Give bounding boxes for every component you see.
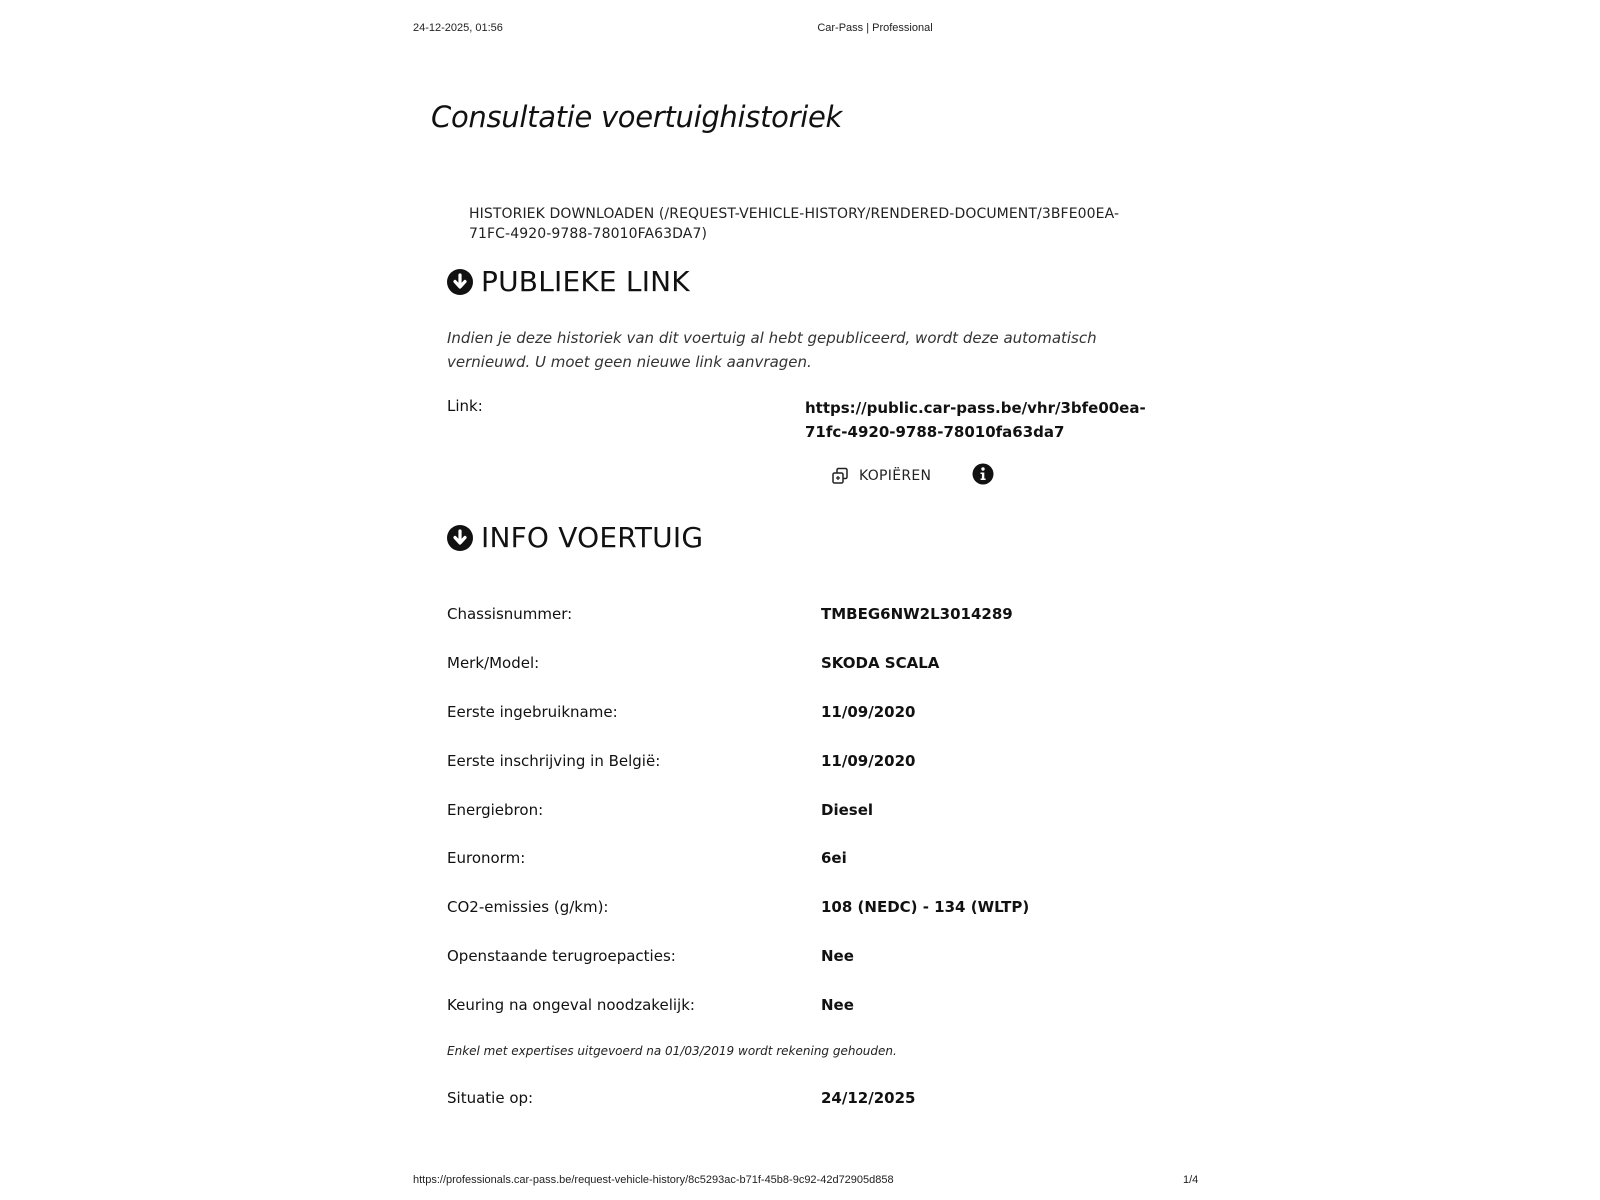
vehicle-row-situation bbox=[447, 1089, 1167, 1113]
vehicle-row-co2 bbox=[447, 898, 1167, 922]
public-link-url[interactable]: https://public.car-pass.be/vhr/3bfe00ea-71fc-4920-9788-78010fa63da7 bbox=[805, 399, 1146, 441]
row-label: Keuring na ongeval noodzakelijk: bbox=[447, 996, 695, 1014]
vehicle-row-recalls bbox=[447, 947, 1167, 971]
vehicle-row-accident-inspection bbox=[447, 996, 1167, 1020]
copy-icon bbox=[831, 467, 849, 485]
expertise-note: Enkel met expertises uitgevoerd na 01/03/2019 wordt rekening gehouden. bbox=[447, 1044, 897, 1058]
row-value: Diesel bbox=[821, 801, 874, 819]
public-link-intro: Indien je deze historiek van dit voertuig al hebt gepubliceerd, wordt deze automatisch vernieuwd. U moet geen nieuwe link aanvragen. bbox=[447, 329, 1097, 371]
row-value: 11/09/2020 bbox=[821, 703, 916, 721]
vehicle-row-euronorm bbox=[447, 849, 1167, 873]
row-value: 108 (NEDC) - 134 (WLTP) bbox=[821, 898, 1030, 916]
page-title: Consultatie voertuighistoriek bbox=[431, 100, 843, 134]
section-heading-public-link[interactable] bbox=[447, 265, 690, 298]
row-value: Nee bbox=[821, 947, 854, 965]
copy-link-button[interactable] bbox=[831, 467, 931, 485]
vehicle-row-first-registration bbox=[447, 752, 1167, 776]
row-label: Eerste ingebruikname: bbox=[447, 703, 618, 721]
print-footer-url: https://professionals.car-pass.be/request-vehicle-history/8c5293ac-b71f-45b8-9c92-42d72905d858 bbox=[413, 1174, 894, 1186]
row-label: Situatie op: bbox=[447, 1089, 534, 1107]
section-heading-label: INFO VOERTUIG bbox=[481, 521, 704, 554]
row-value: SKODA SCALA bbox=[821, 654, 940, 672]
section-heading-vehicle-info[interactable] bbox=[447, 521, 703, 554]
print-header-datetime: 24-12-2025, 01:56 bbox=[413, 22, 503, 34]
row-label: CO2-emissies (g/km): bbox=[447, 898, 609, 916]
vehicle-row-energy bbox=[447, 801, 1167, 825]
copy-button-label: KOPIËREN bbox=[859, 468, 932, 484]
row-value: 11/09/2020 bbox=[821, 752, 916, 770]
section-heading-label: PUBLIEKE LINK bbox=[481, 265, 690, 298]
row-label: Openstaande terugroepacties: bbox=[447, 947, 676, 965]
link-label: Link: bbox=[447, 397, 483, 415]
vehicle-row-make-model bbox=[447, 654, 1167, 678]
row-value: 6ei bbox=[821, 849, 847, 867]
vehicle-row-first-use bbox=[447, 703, 1167, 727]
row-label: Euronorm: bbox=[447, 849, 526, 867]
download-history-link[interactable]: HISTORIEK DOWNLOADEN (/REQUEST-VEHICLE-HISTORY/RENDERED-DOCUMENT/3BFE00EA-71FC-4920-9788-78010FA63DA7) bbox=[469, 206, 1120, 242]
row-value: 24/12/2025 bbox=[821, 1089, 916, 1107]
row-value: TMBEG6NW2L3014289 bbox=[821, 605, 1013, 623]
row-label: Merk/Model: bbox=[447, 654, 540, 672]
print-footer-page-number: 1/4 bbox=[1183, 1174, 1199, 1186]
row-label: Energiebron: bbox=[447, 801, 544, 819]
circle-arrow-down-icon bbox=[447, 525, 473, 551]
circle-arrow-down-icon bbox=[447, 269, 473, 295]
row-value: Nee bbox=[821, 996, 854, 1014]
print-header-title: Car-Pass | Professional bbox=[817, 22, 933, 34]
row-label: Chassisnummer: bbox=[447, 605, 573, 623]
vehicle-row-chassis bbox=[447, 605, 1167, 629]
row-label: Eerste inschrijving in België: bbox=[447, 752, 661, 770]
info-icon[interactable] bbox=[972, 463, 994, 485]
